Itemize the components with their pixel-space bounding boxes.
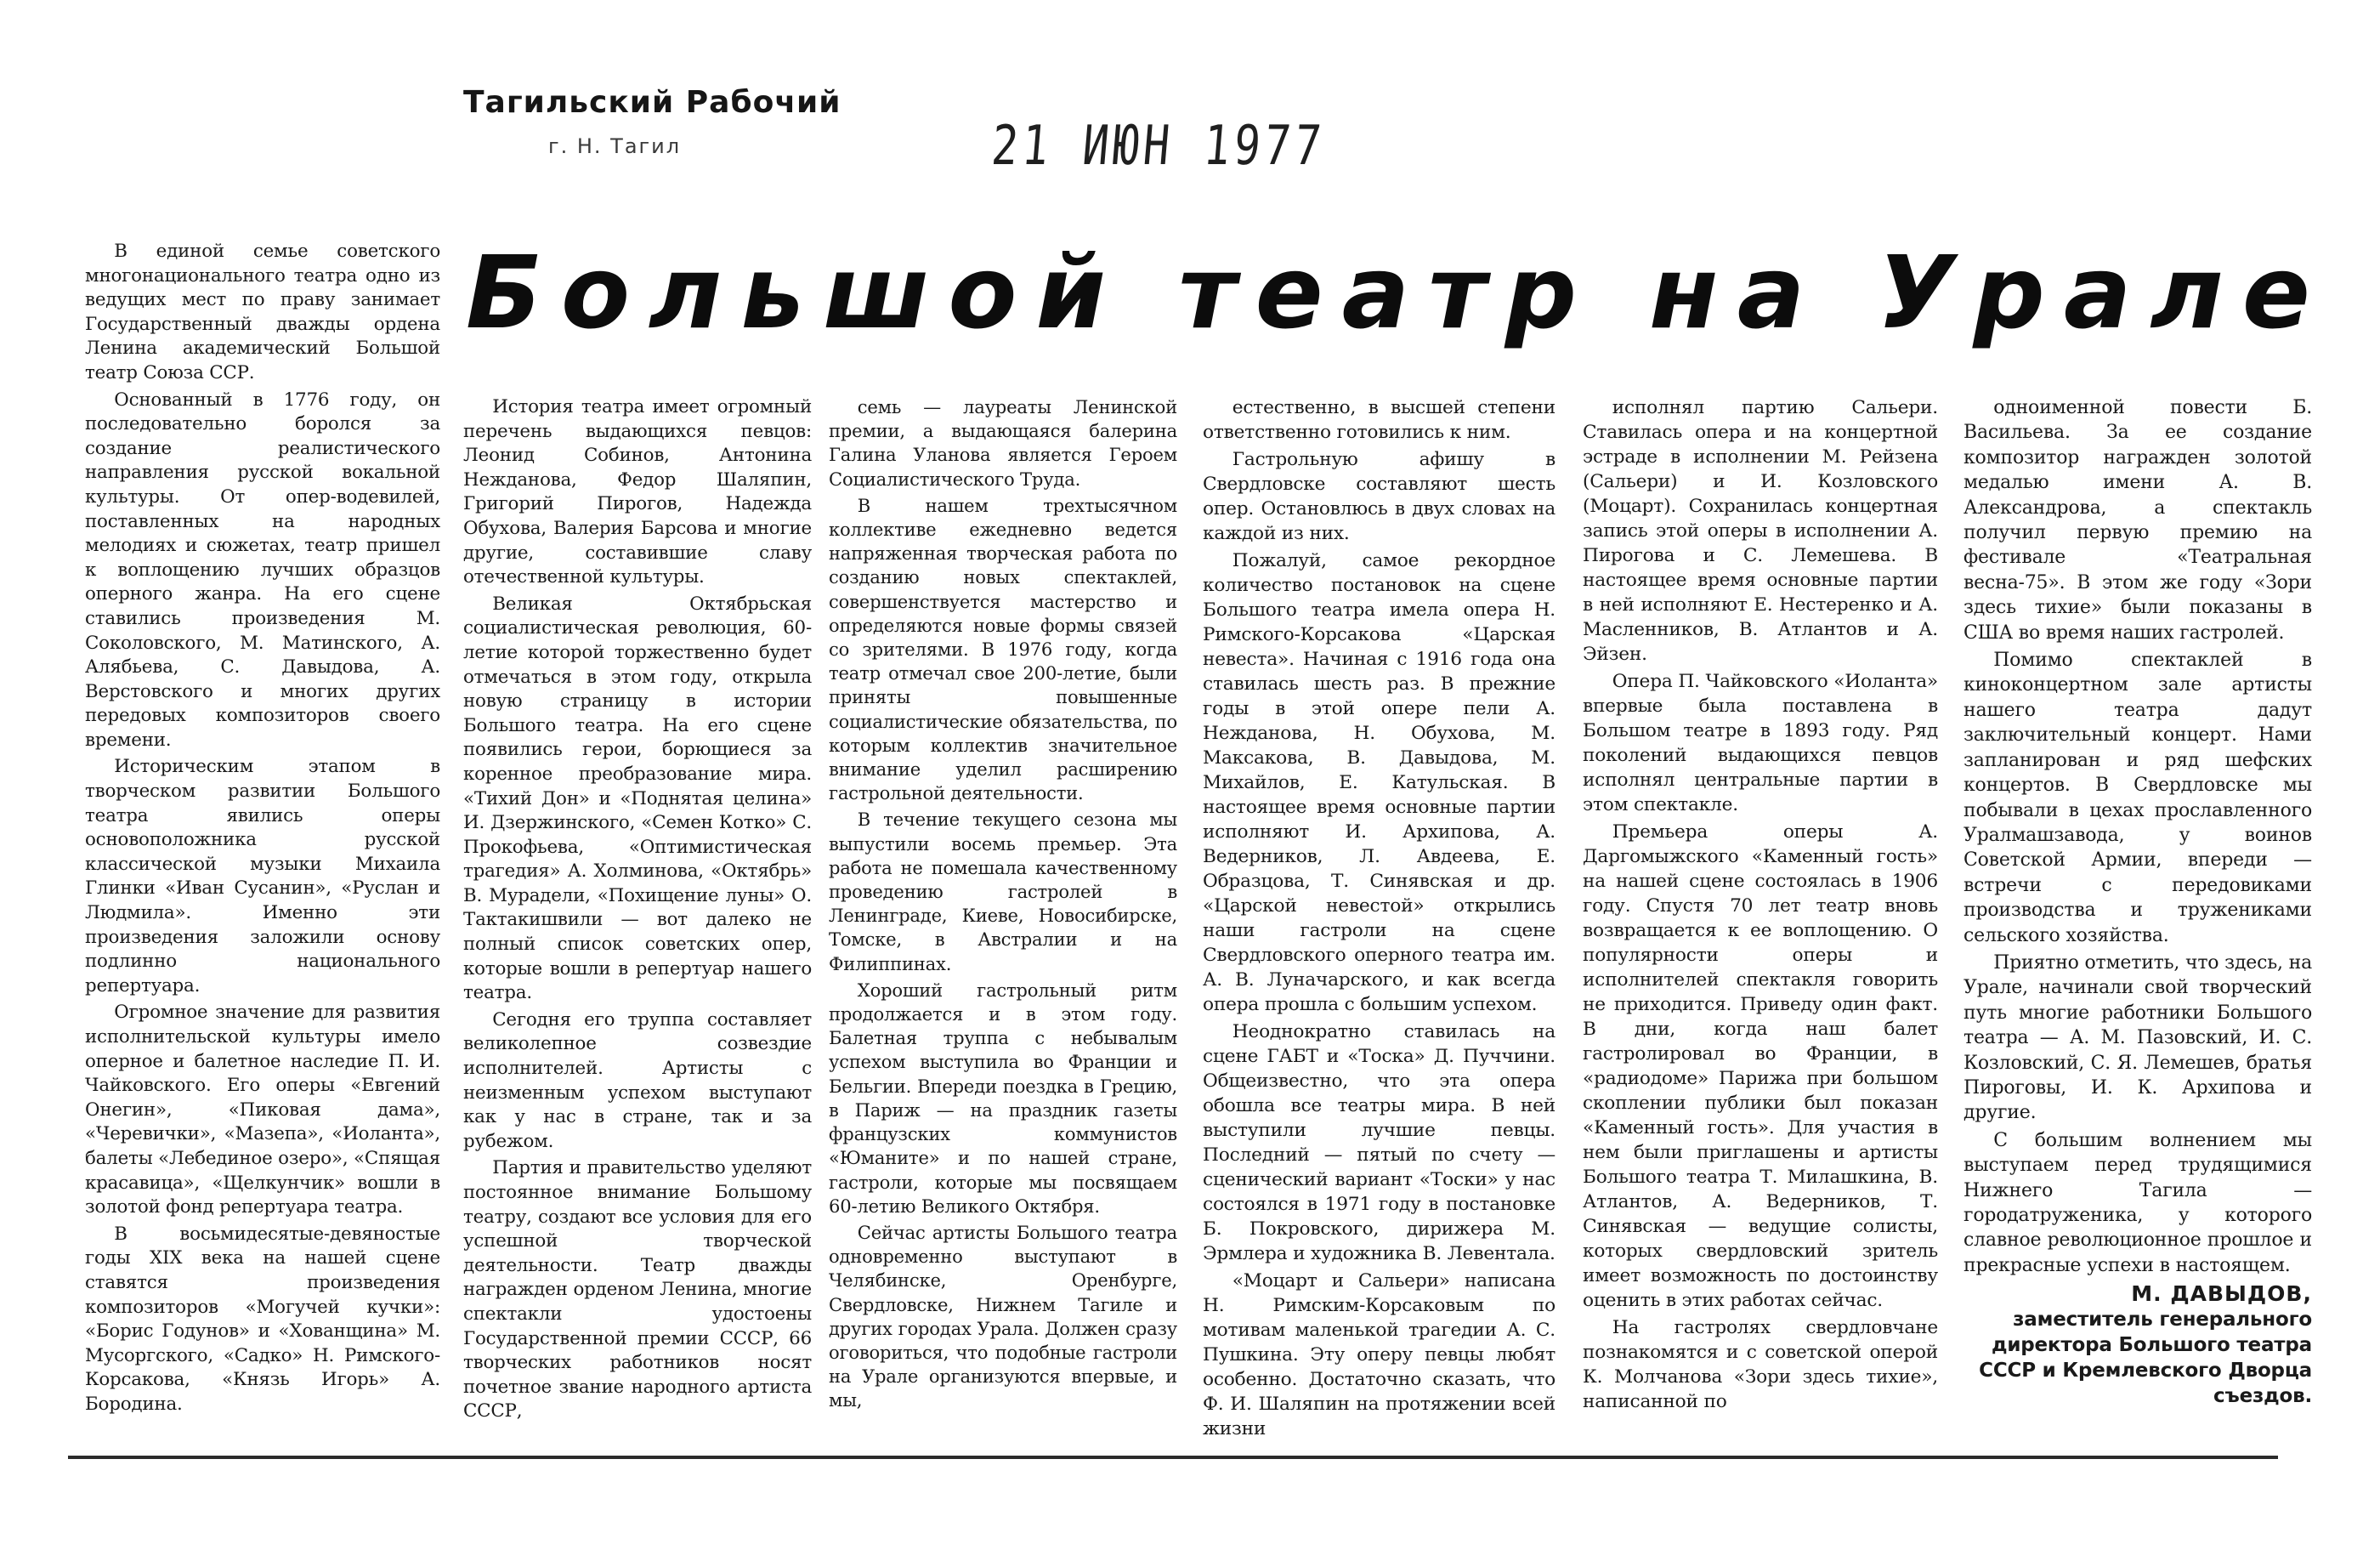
paragraph: Опера П. Чайковского «Иоланта» впервые была поставлена в Большом театре в 1893 году. Ряд поколений выдающихся певцов исполнял центральные партии в этом спектакле. — [1583, 671, 1938, 815]
paragraph: Партия и правительство уделяют постоянное внимание Большому театру, создают все условия для его успешной творческой деятельности. Театр дважды награжден орденом Ленина, многие спектакли удостоены Государственной премии СССР, 66 творческих работников носят почетное звание народного артиста СССР, — [463, 1157, 812, 1422]
paragraph: На гастролях свердловчане познакомятся и с советской оперой К. Молчанова «Зори здесь тихие», написанной по — [1583, 1317, 1938, 1412]
paragraph: История театра имеет огромный перечень выдающихся певцов: Леонид Собинов, Антонина Нежданова, Федор Шаляпин, Григорий Пирогов, Надежда Обухова, Валерия Барсова и многие другие, составившие славу отечественной культуры. — [463, 396, 812, 588]
paragraph: Основанный в 1776 году, он последовательно боролся за создание реалистического направления русской вокальной культуры. От опер-водевилей, поставленных на народных мелодиях и сюжетах, театр пришел к воплощению лучших образцов оперного жанра. На его сцене ставились произведения М. Соколовского, М. Матинского, А. Алябьева, С. Давыдова, А. Верстовского и многих других передовых композиторов своего времени. — [85, 389, 440, 751]
newspaper-city: г. Н. Тагил — [548, 134, 682, 158]
article-column-6 — [1964, 395, 2312, 1409]
article-column-2 — [463, 395, 812, 1424]
paragraph: «Моцарт и Сальери» написана Н. Римским-Корсаковым по мотивам маленькой трагедии А. С. Пушкина. Эту оперу певцы любят особенно. Достаточно сказать, что Ф. И. Шаляпин на протяжении всей жизни — [1203, 1270, 1556, 1439]
paragraph: В восьмидесятые-девяностые годы XIX века на нашей сцене ставятся произведения композиторов «Могучей кучки»: «Борис Годунов» и «Хованщина» М. Мусоргского, «Садко» Н. Римского-Корсакова, «Князь Игорь» А. Бородина. — [85, 1223, 440, 1415]
paragraph: семь — лауреаты Ленинской премии, а выдающаяся балерина Галина Уланова является Героем Социалистического Труда. — [829, 396, 1177, 490]
article-column-1 — [85, 240, 440, 1417]
paragraph: Сейчас артисты Большого театра одновременно выступают в Челябинске, Оренбурге, Свердловске, Нижнем Тагиле и других городах Урала. Должен сразу оговориться, что подобные гастроли на Урале организуются впервые, и мы, — [829, 1221, 1177, 1411]
bottom-rule — [68, 1456, 2278, 1459]
article-column-4 — [1203, 395, 1556, 1441]
author-title: заместитель генерального директора Большого театра СССР и Кремлевского Дворца съездов. — [1979, 1309, 2312, 1408]
date-stamp: 21 ИЮН 1977 — [989, 115, 1328, 178]
article-column-3 — [829, 395, 1177, 1413]
paragraph: Неоднократно ставилась на сцене ГАБТ и «Тоска» Д. Пуччини. Общеизвестно, что эта опера обошла все театры мира. В ней выступили лучшие певцы. Последний — пятый по счету — сценический вариант «Тоски» у нас состоялся в 1971 году в постановке Б. Покровского, дирижера М. Эрмлера и художника В. Левентала. — [1203, 1021, 1556, 1264]
paragraph: исполнял партию Сальери. Ставилась опера и на концертной эстраде в исполнении М. Рейзена (Сальери) и И. Козловского (Моцарт). Сохранилась концертная запись этой оперы в исполнении А. Пирогова и С. Лемешева. В настоящее время основные партии в ней исполняют Е. Нестеренко и А. Масленников, В. Атлантов и А. Эйзен. — [1583, 397, 1938, 665]
paragraph: В единой семье советского многонационального театра одно из ведущих мест по праву занимает Государственный дважды ордена Ленина академический Большой театр Союза ССР. — [85, 241, 440, 383]
newspaper-name: Тагильский Рабочий — [463, 85, 842, 120]
paragraph: Великая Октябрьская социалистическая революция, 60-летие которой торжественно будет отмечаться в этом году, открыла новую страницу в истории Большого театра. На его сцене появились герои, борющиеся за коренное преобразование мира. «Тихий Дон» и «Поднятая целина» И. Дзержинского, «Семен Котко» С. Прокофьева, «Оптимистическая трагедия» А. Холминова, «Октябрь» В. Мурадели, «Похищение луны» О. Тактакишвили — вот далеко не полный список советских опер, которые вошли в репертуар нашего театра. — [463, 593, 812, 1004]
paragraph: Пожалуй, самое рекордное количество постановок на сцене Большого театра имела опера Н. Римского-Корсакова «Царская невеста». Начиная с 1916 года она ставилась шесть раз. В прежние годы в этой опере пели А. Нежданова, Н. Обухова, М. Максакова, В. Давыдова, М. Михайлов, Е. Катульская. В настоящее время основные партии исполняют И. Архипова, А. Ведерников, Л. Авдеева, Е. Образцова, Т. Синявская и др. «Царской невестой» открылись наши гастроли на сцене Свердловского оперного театра им. А. В. Луначарского, и как всегда опера прошла с большим успехом. — [1203, 550, 1556, 1015]
author-signature — [1964, 1281, 2312, 1409]
paragraph: Помимо спектаклей в киноконцертном зале артисты нашего театра дадут заключительный концерт. Нами запланирован и ряд шефских концертов. В Свердловске мы побывали в цехах прославленного Уралмашзавода, у воинов Советской Армии, впереди — встречи с передовиками производства и тружениками сельского хозяйства. — [1964, 650, 2312, 946]
paragraph: Историческим этапом в творческом развитии Большого театра явились оперы основоположника русской классической музыки Михаила Глинки «Иван Сусанин», «Руслан и Людмила». Именно эти произведения заложили основу подлинно национального репертуара. — [85, 756, 440, 996]
paragraph: Огромное значение для развития исполнительской культуры имело оперное и балетное наследие П. И. Чайковского. Его оперы «Евгений Онегин», «Пиковая дама», «Черевички», «Мазепа», «Иоланта», балеты «Лебединое озеро», «Спящая красавица», «Щелкунчик» вошли в золотой фонд репертуара театра. — [85, 1002, 440, 1218]
paragraph: Премьера оперы А. Даргомыжского «Каменный гость» на нашей сцене состоялась в 1906 году. Спустя 70 лет театр вновь возвращается к ее воплощению. О популярности оперы и исполнителей спектакля говорить не приходится. Приведу один факт. В дни, когда наш балет гастролировал во Франции, в «радиодоме» Парижа при большом скоплении публики был показан «Каменный гость». Для участия в нем были приглашены и артисты Большого театра Т. Милашкина, В. Атлантов, А. Ведерников, Т. Синявская — ведущие солисты, которых свердловский зритель имеет возможность по достоинству оценить в этих работах сейчас. — [1583, 821, 1938, 1311]
paragraph: естественно, в высшей степени ответственно готовились к ним. — [1203, 397, 1556, 443]
paragraph: Хороший гастрольный ритм продолжается и в этом году. Балетная труппа с небывалым успехом выступила во Франции и Бельгии. Впереди поездка в Грецию, в Париж — на праздник газеты французских коммунистов «Юманите» и по нашей стране, гастроли, которые мы посвящаем 60-летию Великого Октября. — [829, 979, 1177, 1217]
paragraph: Приятно отметить, что здесь, на Урале, начинали свой творческий путь многие работники Большого театра — А. М. Пазовский, И. С. Козловский, С. Я. Лемешев, братья Пироговы, И. К. Архипова и другие. — [1964, 951, 2312, 1124]
paragraph: С большим волнением мы выступаем перед трудящимися Нижнего Тагила — городатруженика, у которого славное революционное прошлое и прекрасные успехи в настоящем. — [1964, 1129, 2312, 1276]
article-column-5 — [1583, 395, 1938, 1414]
paragraph: В нашем трехтысячном коллективе ежедневно ведется напряженная творческая работа по созданию новых спектаклей, совершенствуется мастерство и определяются новые формы связей со зрителями. В 1976 году, когда театр отмечал свое 200-летие, были приняты повышенные социалистические обязательства, по которым коллектив значительное внимание уделил расширению гастрольной деятельности. — [829, 494, 1177, 804]
paragraph: одноименной повести Б. Васильева. За ее создание композитор награжден золотой медалью имени А. В. Александрова, а спектакль получил первую премию на фестивале «Театральная весна-75». В этом же году «Зори здесь тихие» были показаны в США во время наших гастролей. — [1964, 397, 2312, 644]
author-name: М. ДАВЫДОВ, — [2131, 1281, 2312, 1307]
article-headline: Большой театр на Урале — [466, 234, 2329, 351]
paragraph: Гастрольную афишу в Свердловске составляют шесть опер. Остановлюсь в двух словах на каждой из них. — [1203, 449, 1556, 544]
paragraph: В течение текущего сезона мы выпустили восемь премьер. Эта работа не помешала качественному проведению гастролей в Ленинграде, Киеве, Новосибирске, Томске, в Австралии и на Филиппинах. — [829, 809, 1177, 974]
paragraph: Сегодня его труппа составляет великолепное созвездие исполнителей. Артисты с неизменным успехом выступают как у нас в стране, так и за рубежом. — [463, 1008, 812, 1152]
